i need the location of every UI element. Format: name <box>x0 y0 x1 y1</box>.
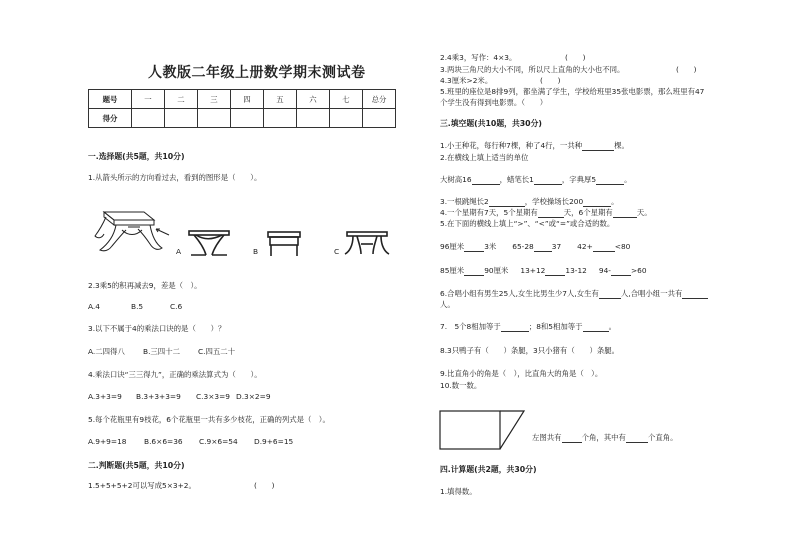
fill-6-end: 人。 <box>440 300 455 309</box>
fill-3b-text: ，学校操场长200 <box>524 197 584 206</box>
fill-7b-text: ；8和5相加等于 <box>528 322 583 331</box>
compare-text: 3米 <box>484 242 497 251</box>
option-a-label: A <box>176 247 182 256</box>
fill-4-end: 天。 <box>636 208 652 217</box>
score-header-cell: 总分 <box>363 90 396 109</box>
fill-10a-blank[interactable] <box>562 433 582 443</box>
judge-1-answer[interactable]: ( ) <box>254 481 275 490</box>
fill-2: 2.在横线上填上适当的单位 <box>440 153 529 162</box>
compare-blank[interactable] <box>611 266 631 276</box>
question-3: 3.以下不属于4的乘法口诀的是（ ）？ <box>88 324 226 333</box>
fill-2-end: 。 <box>624 175 632 184</box>
fill-4b-blank[interactable] <box>613 208 637 218</box>
fill-2c-text: ，字典厚5 <box>561 175 597 184</box>
question-4: 4.乘法口诀“三三得九”，正确的乘法算式为（ ）。 <box>88 370 262 379</box>
fill-1-blank[interactable] <box>582 141 614 151</box>
compare-blank[interactable] <box>593 242 615 252</box>
fill-3 <box>440 196 619 207</box>
score-table <box>88 89 396 128</box>
compare-text: 96厘米 <box>440 242 465 251</box>
compare-blank[interactable] <box>464 242 484 252</box>
fill-2b-text: ，蜡笔长1 <box>499 175 534 184</box>
section-heading-fill: 三.填空题(共10题，共30分) <box>440 119 542 128</box>
q4-option-b[interactable]: B.3+3+3=9 <box>136 392 181 401</box>
fill-5-row-2 <box>440 265 647 276</box>
q5-option-b[interactable]: B.6×6=36 <box>144 437 183 446</box>
score-header-cell: 五 <box>264 90 297 109</box>
compare-blank[interactable] <box>545 266 565 276</box>
fill-1-text: 1.小王种花，每行种7棵，种了4行，一共种 <box>440 141 583 150</box>
score-header-cell: 题号 <box>89 90 132 109</box>
score-cell[interactable] <box>363 109 396 128</box>
score-cell[interactable] <box>198 109 231 128</box>
score-header-cell: 二 <box>165 90 198 109</box>
section-heading-calc: 四.计算题(共2题，共30分) <box>440 465 537 474</box>
option-b-figure <box>264 228 304 258</box>
fill-7b-blank[interactable] <box>583 322 609 332</box>
section-heading-choice: 一.选择题(共5题，共10分) <box>88 152 185 161</box>
fill-6a-text: 6.合唱小组有男生25人,女生比男生少7人,女生有 <box>440 289 599 298</box>
fill-4 <box>440 207 652 218</box>
score-row-label: 得分 <box>89 109 132 128</box>
judge-5-line-1: 5.班里的座位是8排9列，都坐满了学生，学校给班里35张电影票，那么班里有47 <box>440 87 705 96</box>
score-header-cell: 六 <box>297 90 330 109</box>
score-cell[interactable] <box>132 109 165 128</box>
judge-3: 3.两块三角尺的大小不同，所以尺上直角的大小也不同。 <box>440 65 625 74</box>
score-cell[interactable] <box>231 109 264 128</box>
score-header-cell: 四 <box>231 90 264 109</box>
fill-6a-blank[interactable] <box>599 289 621 299</box>
compare-text: 85厘米 <box>440 266 465 275</box>
fill-10-answer <box>532 432 678 443</box>
calc-1: 1.填得数。 <box>440 487 477 496</box>
compare-blank[interactable] <box>534 242 552 252</box>
q5-option-a[interactable]: A.9+9=18 <box>88 437 127 446</box>
question-1: 1.从箭头所示的方向看过去，看到的图形是（ ）。 <box>88 173 262 182</box>
judge-1: 1.5+5+5+2可以写成5×3+2。 <box>88 481 196 490</box>
fill-7-end: 。 <box>608 322 616 331</box>
fill-10a-text: 左图共有 <box>532 433 562 442</box>
option-c-figure <box>343 228 391 258</box>
fill-2a-text: 大树高16 <box>440 175 472 184</box>
compare-text: 13+12 <box>520 266 546 275</box>
fill-2a-blank[interactable] <box>472 175 500 185</box>
score-cell[interactable] <box>330 109 363 128</box>
score-cell[interactable] <box>264 109 297 128</box>
fill-10-end: 个直角。 <box>647 433 678 442</box>
compare-text: 42+ <box>577 242 593 251</box>
judge-2: 2.4乘3，写作：4×3。 <box>440 53 517 62</box>
q4-option-a[interactable]: A.3+3=9 <box>88 392 122 401</box>
fill-3a-text: 3.一根跳绳长2 <box>440 197 489 206</box>
fill-2-answers <box>440 174 632 185</box>
option-c-label: C <box>334 247 340 256</box>
score-cell[interactable] <box>297 109 330 128</box>
score-header-cell: 一 <box>132 90 165 109</box>
fill-10b-blank[interactable] <box>626 433 648 443</box>
fill-4b-text: 天，6个星期有 <box>563 208 613 217</box>
q5-option-c[interactable]: C.9×6=54 <box>199 437 238 446</box>
q2-option-c[interactable]: C.6 <box>170 302 183 311</box>
fill-1-end: 棵。 <box>614 141 629 150</box>
question-5: 5.每个花瓶里有9枝花，6个花瓶里一共有多少枝花，正确的列式是（ ）。 <box>88 415 330 424</box>
compare-blank[interactable] <box>464 266 484 276</box>
judge-4: 4.3厘米>2米。 <box>440 76 493 85</box>
score-table-score-row <box>89 109 396 128</box>
score-table-header-row <box>89 90 396 109</box>
arrow-icon <box>154 228 170 236</box>
page-title: 人教版二年级上册数学期末测试卷 <box>148 65 366 81</box>
q4-option-d[interactable]: D.3×2=9 <box>236 392 271 401</box>
compare-text: 37 <box>551 242 562 251</box>
fill-5: 5.在下面的横线上填上“>”、“<”或“=”或合适的数。 <box>440 219 615 228</box>
score-header-cell: 三 <box>198 90 231 109</box>
fill-10: 10.数一数。 <box>440 381 482 390</box>
fill-7 <box>440 321 616 332</box>
fill-6b-text: 人,合唱小组一共有 <box>620 289 683 298</box>
judge-3-answer[interactable]: ( ) <box>676 65 697 74</box>
score-header-cell: 七 <box>330 90 363 109</box>
fill-3a-blank[interactable] <box>489 197 525 207</box>
fill-10b-text: 个角，其中有 <box>581 433 626 442</box>
compare-text: <80 <box>614 242 631 251</box>
fill-6-line-1 <box>440 288 708 299</box>
q4-option-c[interactable]: C.3×3=9 <box>196 392 231 401</box>
fill-3b-blank[interactable] <box>583 197 611 207</box>
question-2: 2.3乘5的积再减去9，差是（ ）。 <box>88 281 202 290</box>
fill-3-end: 。 <box>611 197 619 206</box>
fill-9: 9.比直角小的角是（ ），比直角大的角是（ ）。 <box>440 369 603 378</box>
compare-text: 94- <box>598 266 611 275</box>
fill-2b-blank[interactable] <box>534 175 562 185</box>
judge-5-line-2: 个学生没有得到电影票。（ ） <box>440 98 548 107</box>
q3-option-b[interactable]: B.三四十二 <box>143 347 180 356</box>
section-heading-judge: 二.判断题(共5题，共10分) <box>88 461 185 470</box>
fill-7a-blank[interactable] <box>501 322 529 332</box>
fill-5-row-1 <box>440 241 630 252</box>
fill-1 <box>440 140 629 151</box>
q2-option-b[interactable]: B.5 <box>131 302 144 311</box>
compare-text: 65-28 <box>512 242 534 251</box>
fill-7a-text: 7. 5个8相加等于 <box>440 322 501 331</box>
angle-figure <box>438 405 528 453</box>
fill-4a-text: 4.一个星期有7天，5个星期有 <box>440 208 538 217</box>
fill-4a-blank[interactable] <box>538 208 564 218</box>
compare-text: >60 <box>630 266 647 275</box>
judge-2-answer[interactable]: ( ) <box>565 53 586 62</box>
q3-option-a[interactable]: A.二四得八 <box>88 347 125 356</box>
option-a-figure <box>186 228 232 258</box>
fill-8: 8.3只鸭子有（ ）条腿，3只小猪有（ ）条腿。 <box>440 346 620 355</box>
q2-option-a[interactable]: A.4 <box>88 302 100 311</box>
fill-2c-blank[interactable] <box>596 175 624 185</box>
option-b-label: B <box>253 247 259 256</box>
fill-6b-blank[interactable] <box>682 289 708 299</box>
judge-4-answer[interactable]: ( ) <box>540 76 561 85</box>
q5-option-d[interactable]: D.9+6=15 <box>254 437 294 446</box>
score-cell[interactable] <box>165 109 198 128</box>
q3-option-c[interactable]: C.四五二十 <box>198 347 236 356</box>
compare-text: 90厘米 <box>484 266 509 275</box>
compare-text: 13-12 <box>565 266 587 275</box>
